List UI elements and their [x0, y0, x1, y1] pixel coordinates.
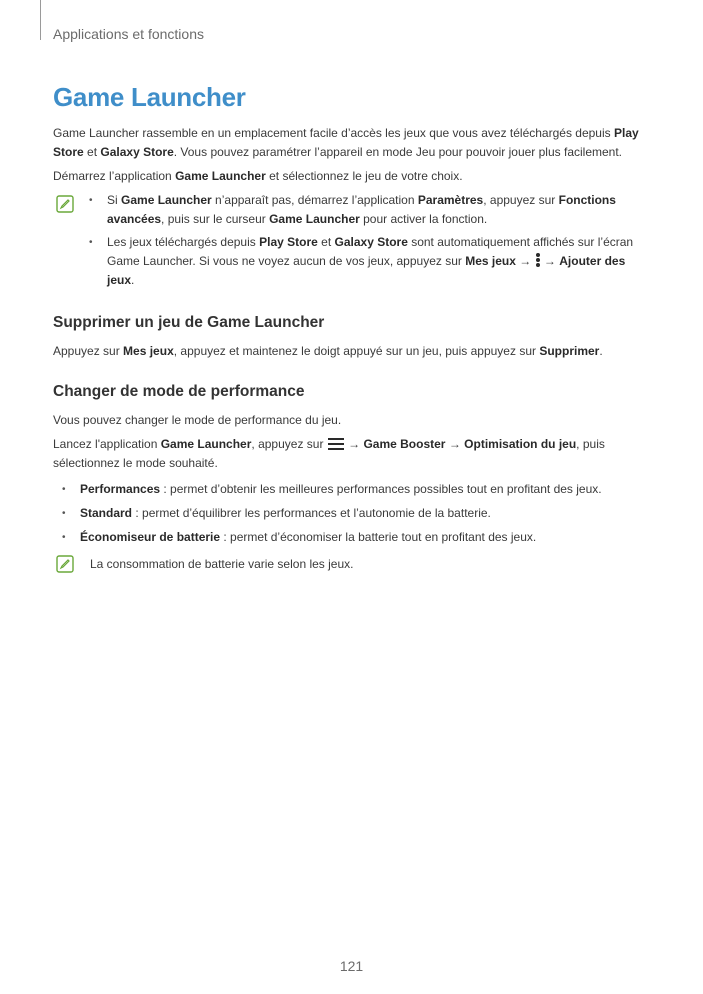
performance-instruction: Lancez l'application Game Launcher, appuyez sur → Game Booster → Optimisation du jeu, puis sélectionnez le mode souhaité.: [53, 437, 605, 470]
section-header: Applications et fonctions: [53, 26, 204, 42]
page-number: 121: [339, 958, 364, 974]
note-item-games-list: Les jeux téléchargés depuis Play Store et Galaxy Store sont automatiquement affichés sur l’écran Game Launcher. Si vous ne voyez aucun de vos jeux, appuyez sur Mes jeux → → Ajouter des jeux.: [107, 235, 634, 287]
battery-note: La consommation de batterie varie selon les jeux.: [90, 557, 354, 571]
bullet-dot: •: [62, 532, 66, 543]
bullet-dot: •: [89, 237, 93, 248]
remove-instruction: Appuyez sur Mes jeux, appuyez et maintenez le doigt appuyé sur un jeu, puis appuyez sur Supprimer.: [53, 344, 603, 358]
performance-intro: Vous pouvez changer le mode de performance du jeu.: [53, 413, 342, 427]
section-heading-remove: Supprimer un jeu de Game Launcher: [53, 314, 325, 331]
bullet-dot: •: [62, 484, 66, 495]
mode-item-battery-saver: Économiseur de batterie : permet d’économiser la batterie tout en profitant des jeux.: [80, 530, 537, 544]
section-heading-performance: Changer de mode de performance: [53, 383, 305, 400]
menu-icon: [327, 437, 345, 451]
note-icon: [56, 195, 74, 213]
note-item-launcher-missing: Si Game Launcher n’apparaît pas, démarrez l’application Paramètres, appuyez sur Fonctions avancées, puis sur le curseur Game Launcher pour activer la fonction.: [107, 193, 616, 226]
mode-item-performances: Performances : permet d’obtenir les meilleures performances possibles tout en profitant des jeux.: [80, 482, 602, 496]
mode-item-standard: Standard : permet d’équilibrer les performances et l’autonomie de la batterie.: [80, 506, 491, 520]
page-title: Game Launcher: [53, 82, 246, 112]
intro-paragraph: Game Launcher rassemble en un emplacement facile d’accès les jeux que vous avez téléchargés depuis Play Store et Galaxy Store. Vous pouvez paramétrer l’appareil en mode Jeu pour pouvoir jouer plus facilement.: [53, 126, 639, 159]
intro-instruction: Démarrez l’application Game Launcher et sélectionnez le jeu de votre choix.: [53, 169, 463, 183]
note-icon: [56, 555, 74, 573]
margin-rule: [40, 0, 41, 40]
bullet-dot: •: [89, 195, 93, 206]
bullet-dot: •: [62, 508, 66, 519]
